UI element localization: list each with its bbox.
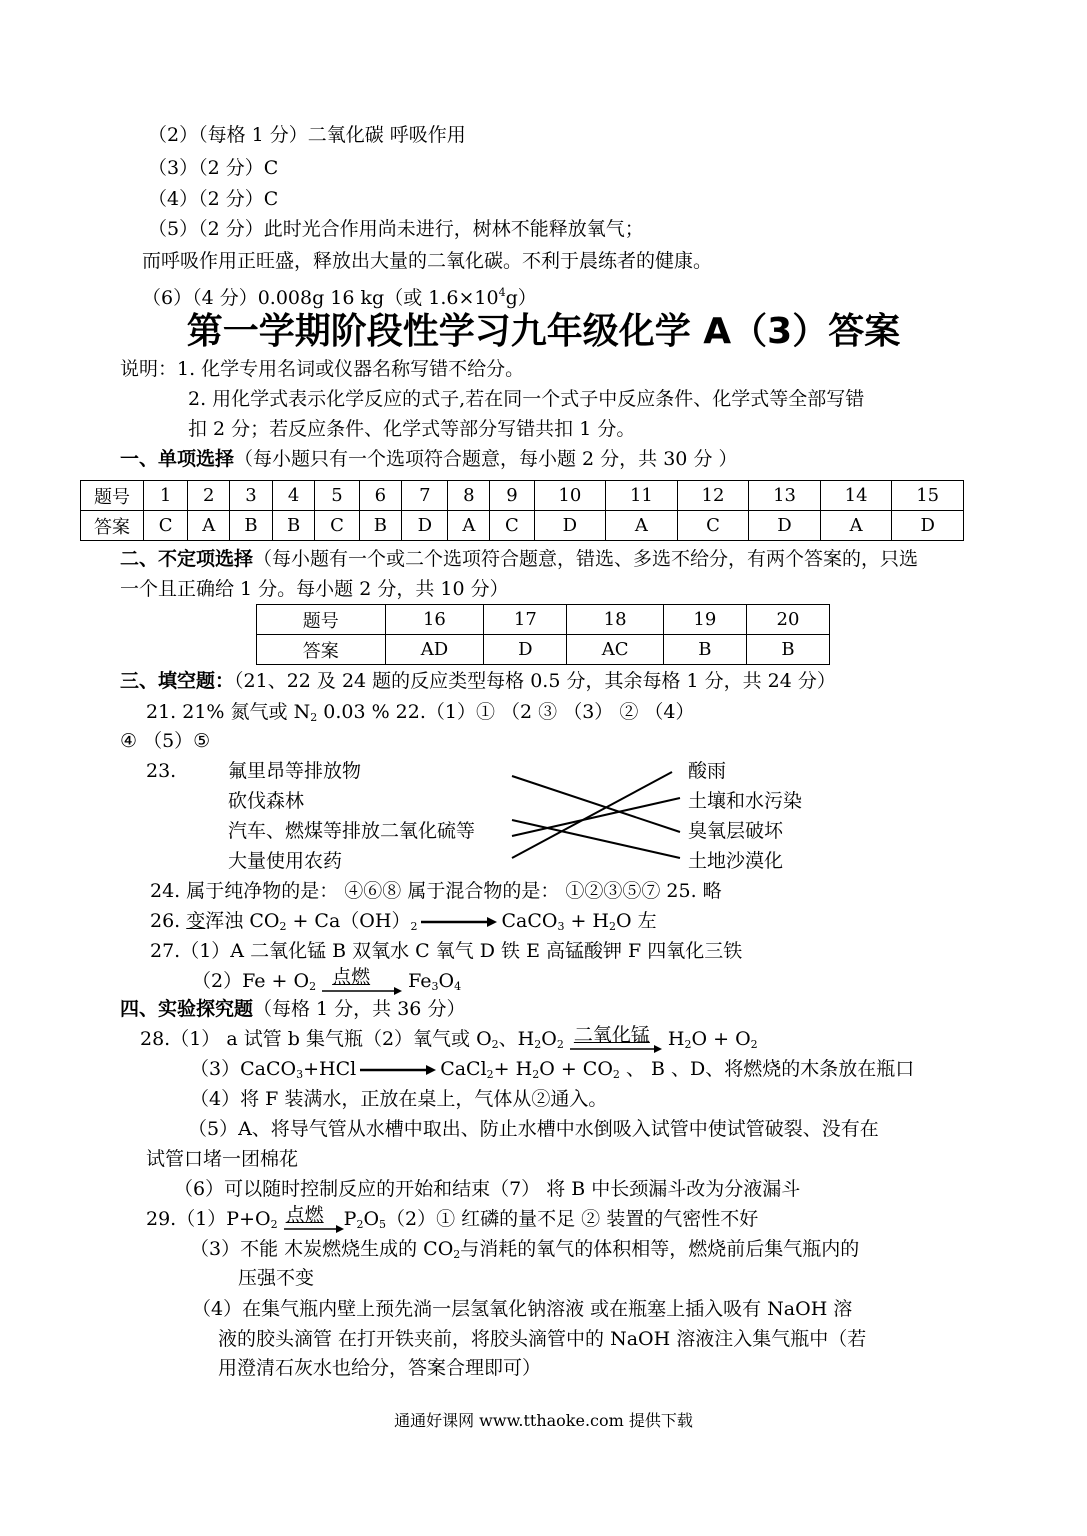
q23-left-4: 大量使用农药 bbox=[228, 850, 343, 872]
reaction-arrow-icon bbox=[570, 1044, 662, 1054]
table-cell: 1 bbox=[144, 481, 188, 511]
q23-right-2: 土壤和水污染 bbox=[688, 790, 803, 812]
table-cell: 12 bbox=[677, 481, 749, 511]
table-cell: 13 bbox=[749, 481, 821, 511]
answer-line-4: （4）（2 分）C bbox=[148, 188, 279, 210]
q28-line-5b: 试管口堵一团棉花 bbox=[146, 1148, 299, 1170]
table-cell: B bbox=[663, 635, 746, 665]
section-1-header: 一、单项选择（每小题只有一个选项符合题意，每小题 2 分，共 30 分 ） bbox=[120, 448, 738, 470]
table-cell: 答案 bbox=[257, 635, 386, 665]
q27-line-1: 27.（1）A 二氧化锰 B 双氧水 C 氧气 D 铁 E 高锰酸钾 F 四氧化三铁 bbox=[150, 940, 743, 962]
table-cell: A bbox=[820, 511, 892, 541]
note-3: 扣 2 分；若反应条件、化学式等部分写错共扣 1 分。 bbox=[188, 418, 636, 440]
q27-line-2: $(2)Fe + O_2$ 点燃 $Fe_3O_4$ bbox=[192, 968, 461, 1000]
table-cell: 11 bbox=[606, 481, 678, 511]
table-cell: 7 bbox=[402, 481, 448, 511]
table-cell: 2 bbox=[188, 481, 230, 511]
table-cell: D bbox=[402, 511, 448, 541]
q22-line-2: ④ （5）⑤ bbox=[120, 730, 211, 752]
table-cell: B bbox=[230, 511, 273, 541]
table-cell: A bbox=[606, 511, 678, 541]
table-cell: 15 bbox=[892, 481, 964, 511]
table-cell: 答案 bbox=[81, 511, 144, 541]
section-4-header: 四、实验探究题（每格 1 分，共 36 分） bbox=[120, 998, 466, 1020]
table-cell: 10 bbox=[534, 481, 606, 511]
reaction-arrow-icon bbox=[322, 986, 402, 996]
table-cell: D bbox=[534, 511, 606, 541]
q29-line-2: （3）不能 木炭燃烧生成的 $CO_2$与消耗的氧气的体积相等，燃烧前后集气瓶内的 bbox=[190, 1238, 860, 1261]
answer-line-3: （3）（2 分）C bbox=[148, 157, 279, 179]
reaction-arrow-icon bbox=[360, 1063, 436, 1077]
answer-line-6: （6）（4 分）0.008g 16 kg（或 $1.6\times 10^4g$） bbox=[142, 286, 537, 309]
q29-line-5: 液的胶头滴管 在打开铁夹前，将胶头滴管中的 NaOH 溶液注入集气瓶中（若 bbox=[218, 1328, 867, 1350]
table-cell: D bbox=[484, 635, 567, 665]
q24-line: 24. 属于纯净物的是： ④⑥⑧ 属于混合物的是： ①②③⑤⑦ 25. 略 bbox=[150, 880, 722, 902]
q29-line-3: 压强不变 bbox=[238, 1267, 315, 1289]
table-cell: B bbox=[359, 511, 402, 541]
q23-number: 23. bbox=[146, 760, 177, 782]
q23-left-2: 砍伐森林 bbox=[228, 790, 305, 812]
q28-line-4: （4）将 F 装满水，正放在桌上，气体从②通入。 bbox=[190, 1088, 608, 1110]
section-3-header: 三、填空题：（21、22 及 24 题的反应类型每格 0.5 分，其余每格 1 分，共 24 分） bbox=[120, 670, 836, 692]
reaction-arrow-icon bbox=[284, 1224, 344, 1234]
reaction-arrow-icon bbox=[421, 915, 497, 929]
table-cell: D bbox=[749, 511, 821, 541]
section-2-header: 二、不定项选择（每小题有一个或二个选项符合题意，错选、多选不给分，有两个答案的，只选 bbox=[120, 548, 919, 570]
table-cell: 题号 bbox=[81, 481, 144, 511]
q23-right-4: 土地沙漠化 bbox=[688, 850, 784, 872]
q23-right-3: 臭氧层破坏 bbox=[688, 820, 784, 842]
q29-line-1: $29.(1)P+O_2$ 点燃 $P_2O_5(2)①$ 红磷的量不足 ② 装置的气密性不好 bbox=[146, 1206, 758, 1238]
table-cell: C bbox=[490, 511, 534, 541]
table-cell: B bbox=[746, 635, 829, 665]
table-cell: AD bbox=[385, 635, 484, 665]
table-cell: 题号 bbox=[257, 605, 386, 635]
table-cell: A bbox=[188, 511, 230, 541]
q29-line-6: 用澄清石灰水也给分，答案合理即可） bbox=[218, 1357, 542, 1379]
q28-line-6: （6）可以随时控制反应的开始和结束（7） 将 B 中长颈漏斗改为分液漏斗 bbox=[174, 1178, 801, 1200]
table-cell: 4 bbox=[272, 481, 315, 511]
note-2: 2. 用化学式表示化学反应的式子,若在同一个式子中反应条件、化学式等全部写错 bbox=[188, 388, 865, 410]
table-cell: B bbox=[272, 511, 315, 541]
table-cell: A bbox=[448, 511, 490, 541]
q21-q22-line: 21. 21% 氮气或 $N_2$ 0.03 % 22.（1）① （2 ③ （3） ② （4） bbox=[146, 701, 695, 724]
footer-credit: 通通好课网 www.tthaoke.com 提供下载 bbox=[394, 1411, 693, 1430]
table-cell: 8 bbox=[448, 481, 490, 511]
answer-line-5b: 而呼吸作用正旺盛，释放出大量的二氧化碳。不利于晨练者的健康。 bbox=[142, 250, 713, 272]
table-cell: C bbox=[144, 511, 188, 541]
section-2-header-cont: 一个且正确给 1 分。每小题 2 分，共 10 分） bbox=[120, 578, 509, 600]
q29-line-4: （4）在集气瓶内壁上预先淌一层氢氧化钠溶液 或在瓶塞上插入吸有 NaOH 溶 bbox=[192, 1298, 853, 1320]
table-cell: 19 bbox=[663, 605, 746, 635]
table-cell: 3 bbox=[230, 481, 273, 511]
table-cell: 9 bbox=[490, 481, 534, 511]
q28-line-1: 28.（1） a 试管 b 集气瓶（2）氧气或 $O_2$、$H_2O_2$ 二氧化锰 $H_2O + O_2$ bbox=[140, 1026, 758, 1058]
q26-line: 26. 变浑浊 $CO_2 + Ca(OH)_2$ CaCO$_3$ + $H_2O$ 左 bbox=[150, 910, 657, 933]
answer-line-5: （5）（2 分）此时光合作用尚未进行，树林不能释放氧气； bbox=[148, 218, 644, 240]
table-cell: C bbox=[315, 511, 359, 541]
table-cell: D bbox=[892, 511, 964, 541]
table-cell: 14 bbox=[820, 481, 892, 511]
q28-line-3: （3）CaCO$_3$+HCl CaCl$_2$+ $H_2O + CO_2$ 、 B 、D、将燃烧的木条放在瓶口 bbox=[190, 1058, 915, 1081]
table-cell: 18 bbox=[567, 605, 664, 635]
table-cell: AC bbox=[567, 635, 664, 665]
table-cell: 5 bbox=[315, 481, 359, 511]
answer-line-2: （2）（每格 1 分）二氧化碳 呼吸作用 bbox=[148, 124, 466, 146]
table-cell: 16 bbox=[385, 605, 484, 635]
table-cell: 17 bbox=[484, 605, 567, 635]
page-title: 第一学期阶段性学习九年级化学 A（3）答案 bbox=[186, 311, 901, 352]
q28-line-5: （5）A、将导气管从水槽中取出、防止水槽中水倒吸入试管中使试管破裂、没有在 bbox=[188, 1118, 879, 1140]
table-cell: C bbox=[677, 511, 749, 541]
q23-right-1: 酸雨 bbox=[688, 760, 727, 782]
note-1: 说明：1. 化学专用名词或仪器名称写错不给分。 bbox=[120, 358, 525, 380]
table-cell: 20 bbox=[746, 605, 829, 635]
table-cell: 6 bbox=[359, 481, 402, 511]
q23-left-3: 汽车、燃煤等排放二氧化硫等 bbox=[228, 820, 476, 842]
q23-left-1: 氟里昂等排放物 bbox=[228, 760, 362, 782]
